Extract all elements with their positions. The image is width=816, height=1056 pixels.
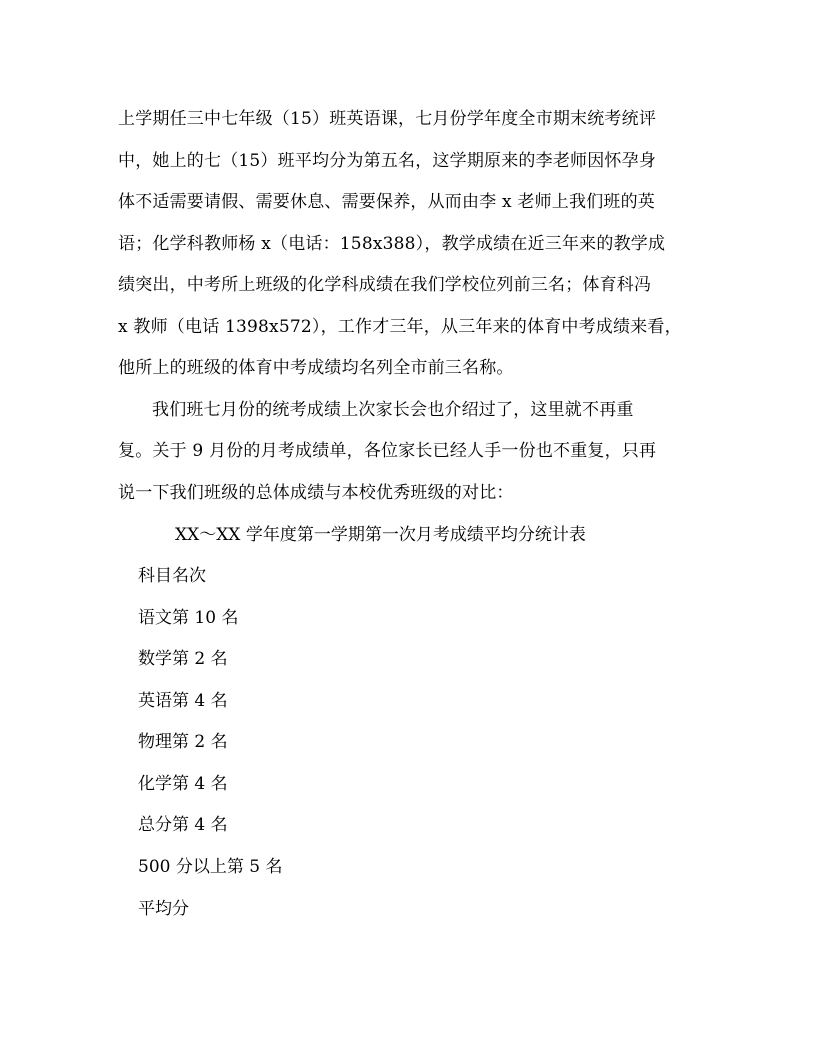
list-item: 平均分 — [138, 899, 189, 919]
paragraph-1-line: 语；化学科教师杨 x（电话：158x388），教学成绩在近三年来的教学成 — [118, 234, 666, 254]
paragraph-1-line: x 教师（电话 1398x572），工作才三年，从三年来的体育中考成绩来看， — [118, 317, 682, 337]
paragraph-2-line: 我们班七月份的统考成绩上次家长会也介绍过了，这里就不再重 — [152, 400, 634, 420]
paragraph-1-line: 中，她上的七（15）班平均分为第五名，这学期原来的李老师因怀孕身 — [118, 151, 657, 171]
list-item: 数学第 2 名 — [138, 649, 228, 669]
list-item: 500 分以上第 5 名 — [138, 857, 283, 877]
table-title: XX～XX 学年度第一学期第一次月考成绩平均分统计表 — [175, 525, 586, 545]
list-item: 英语第 4 名 — [138, 691, 228, 711]
paragraph-2-line: 复。关于 9 月份的月考成绩单，各位家长已经人手一份也不重复，只再 — [118, 441, 657, 461]
list-item: 科目名次 — [138, 566, 206, 586]
list-item: 物理第 2 名 — [138, 732, 228, 752]
list-item: 语文第 10 名 — [138, 608, 239, 628]
list-item: 化学第 4 名 — [138, 774, 228, 794]
list-item: 总分第 4 名 — [138, 815, 228, 835]
paragraph-1-line: 他所上的班级的体育中考成绩均名列全市前三名称。 — [118, 358, 514, 378]
paragraph-1-line: 上学期任三中七年级（15）班英语课，七月份学年度全市期末统考统评 — [118, 109, 657, 129]
paragraph-2-line: 说一下我们班级的总体成绩与本校优秀班级的对比： — [118, 483, 514, 503]
paragraph-1-line: 体不适需要请假、需要休息、需要保养，从而由李 x 老师上我们班的英 — [118, 192, 655, 212]
paragraph-1-line: 绩突出，中考所上班级的化学科成绩在我们学校位列前三名；体育科冯 — [118, 275, 652, 295]
